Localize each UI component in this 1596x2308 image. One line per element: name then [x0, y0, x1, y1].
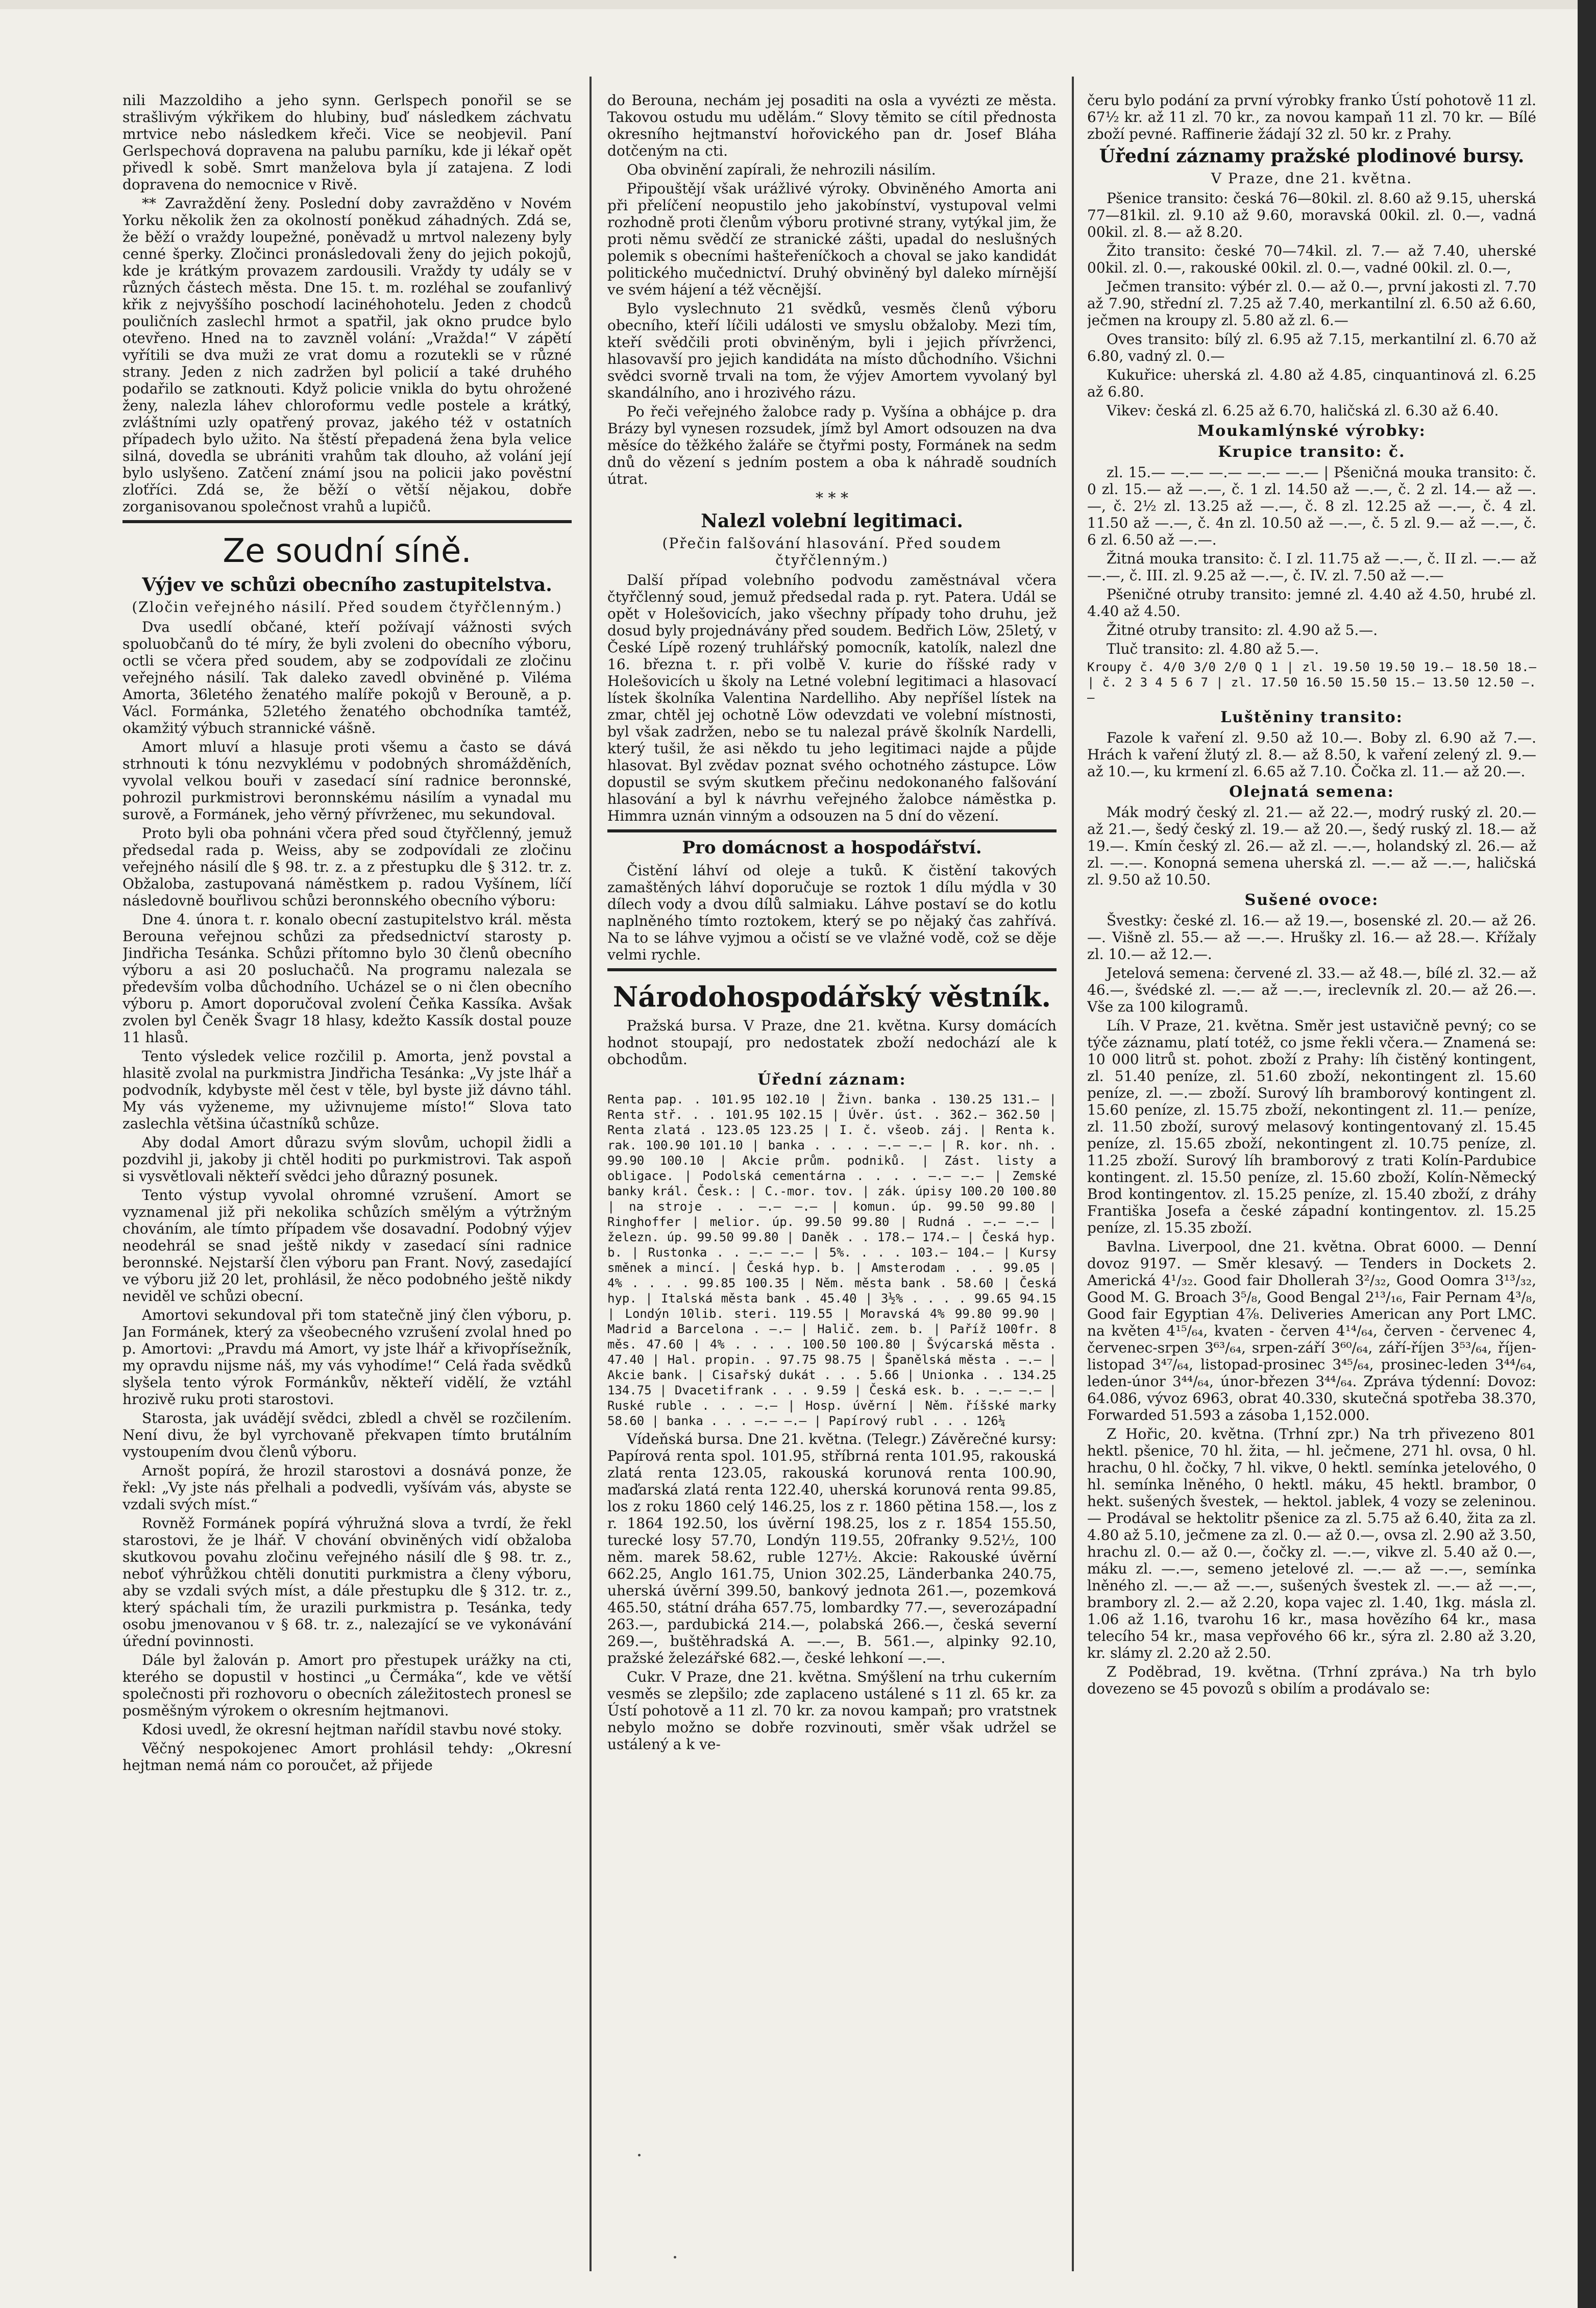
paragraph: ** Zavraždění ženy. Poslední doby zavražděno v Novém Yorku několik žen za okolností poněkud záhadných. Zdá se, že běží o vraždy loupežné, poněvadž u mrtvol nalezeny byly cenné šperky. Zločinci pronásledovali ženy do jejich pokojů, kde je krátkým provazem zardousili. Vraždy ty udály se v různých částech města. Dne 15. t. m. rozléhal se zoufanlivý křik z nejvyššího poschodí lacinéhohotelu. Jeden z chodců pouličních zaslechl hrmot a spatřil, jak okno prudce bylo otevřeno. Hned na to zavzněl volání: „Vražda!“ V zápětí vyřítili se dva muži ze vrat domu a rozutekli se v různé strany. Jeden z nich zadržen byl policií a také druhého podařilo se zatknouti. Když policie vnikla do bytu ohrožené ženy, nalezla láhev chloroformu vedle postele a krátký, zvláštními uzly opatřený provaz, jakého též v ostatních případech bylo užito. Na štěstí přepadená žena byla velice silná, dovedla se ubrániti vrahům tak dlouho, až volání její bylo uslyšeno. Zatčení známí jsou na policii jako pověstní zloťříci. Zdá se, že běží o větší nějakou, dobře zorganisovanou společnost vrahů a lupičů.: [122, 195, 572, 515]
paragraph: Tento výstup vyvolal ohromné vzrušení. Amort se vyznamenal již při nekolika schůzích smělým a výtržným chováním, ale tímto případem vše dosavadní. Podobný výjev neodehrál se snad ještě nikdy v zasedací síni radnice beronnské. Nejstarší člen výboru pan Frant. Nový, zasedající ve výboru již 20 let, prohlásil, že něco podobného ještě nikdy neviděl ve schůzi obecní.: [122, 1187, 572, 1305]
column-1: [122, 92, 572, 2276]
paragraph: Fazole k vaření zl. 9.50 až 10.—. Boby zl. 6.90 až 7.—. Hrách k vaření žlutý zl. 8.— až 8.50, k vaření zelený zl. 9.— až 10.—, ku krmení zl. 6.65 až 7.10. Čočka zl. 11.— až 20.—.: [1087, 729, 1536, 780]
paragraph: Oba obvinění zapírali, že nehrozili násilím.: [627, 161, 936, 178]
paragraph: Žitné otruby transito: zl. 4.90 až 5.—.: [1107, 622, 1378, 639]
section-title: Pro domácnost a hospodářství.: [682, 838, 982, 858]
paragraph: Starosta, jak uvádějí svědci, zbledl a chvěl se rozčilením. Není divu, že byl vyrchovaně překvapen tímto brutálním vystoupením dvou členů výboru.: [122, 1410, 572, 1460]
price-table: Kroupy č. 4/0 3/0 2/0 Q 1 | zl. 19.50 19.50 19.— 18.50 18.— | č. 2 3 4 5 6 7 | zl. 17.50 16.50 15.50 15.— 13.50 12.50 —.—: [1087, 660, 1536, 705]
paragraph: Vikev: česká zl. 6.25 až 6.70, haličská zl. 6.30 až 6.40.: [1107, 402, 1499, 419]
article-lead: (Zločin veřejného násilí. Před soudem čtyřčlenným.): [132, 599, 562, 616]
paragraph: Pšenice transito: česká 76—80kil. zl. 8.60 až 9.15, uherská 77—81kil. zl. 9.10 až 9.60, moravská 00kil. zl. 0.—, vadná 00kil. zl. 8.— až 8.20.: [1087, 190, 1536, 240]
paragraph: Dne 4. února t. r. konalo obecní zastupitelstvo král. města Berouna veřejnou schůzi za předsednictví starosty p. Jindřicha Tesánka. Schůzi přítomno bylo 30 členů obecního výboru a asi 20 posluchačů. Na programu nalezala se především volba důchodního. Ucházel se o ni člen obecního výboru p. Amort doporučoval zvolení Čeňka Kassíka. Avšak zvolen byl Čeněk Švagr 18 hlasy, kdežto Kassík dostal pouze 11 hlasů.: [122, 911, 572, 1046]
paragraph: Dále byl žalován p. Amort pro přestupek urážky na cti, kterého se dopustil v hostinci „u Čermáka“, kde ve větší společnosti při rozhovoru o obecních záležitostech pronesl se posměšným výrokem o okresním hejtmanovi.: [122, 1652, 572, 1719]
paragraph: Bavlna. Liverpool, dne 21. května. Obrat 6000. — Denní dovoz 9197. — Směr klesavý. — Tenders in Dockets 2. Americká 4¹/₃₂. Good fair Dhollerah 3²/₃₂, Good Oomra 3¹³/₃₂, Good M. G. Broach 3⁵/₈, Good Bengal 2¹³/₁₆, Fair Pernam 4³/₈, Good fair Egyptian 4⅞. Deliveries American any Port LMC. na květen 4¹⁵/₆₄, kvaten - červen 4¹⁴/₆₄, červen - červenec 4, červenec-srpen 3⁶³/₆₄, srpen-září 3⁶⁰/₆₄, září-říjen 3⁵³/₆₄, říjen-listopad 3⁴⁷/₆₄, listopad-prosinec 3⁴⁵/₆₄, prosinec-leden 3⁴⁴/₆₄, leden-únor 3⁴⁴/₆₄, únor-březen 3⁴⁴/₆₄. Zpráva týdenní: Dovoz: 64.086, vývoz 6963, obrat 40.330, skutečná spotřeba 38.370, Forwarded 51.593 a zásoba 1,152.000.: [1087, 1238, 1536, 1423]
section-title: Národohospodářský věstník.: [612, 980, 1051, 1013]
paragraph: Další případ volebního podvodu zaměstnával včera čtyřčlenný soud, jemuž předsedal rada p. ryt. Patera. Udál se opět v Holešovicích, jako všechny případy toho druhu, jež dosud byly projednávány před soudem. Bedřich Löw, 25letý, v České Lípě rozený truhlářský pomocník, katolík, nalezl dne 16. března t. r. při volbě V. kurie do říšské rady v Holešovicích u školy na Letné volební legitimaci a hlasovací lístek školníka Valentina Nardelliho. Aby nepříšel lístek na zmar, chtěl jej ochotně Löw odevzdati ve volební místnosti, byl však zadržen, nebo se tu nalezal právě školník Nardelli, který tušil, že asi někdo tu jeho legitimaci najde a půjde hlasovat. Byl zvědav poznat svého ochotného zástupce. Löw dopustil se svým skutkem přečinu nedokonaného falšování hlasování a byl k návrhu veřejného žalobce náměstka p. Himmra uznán vinným a odsouzen na 5 dní do vězení.: [607, 572, 1057, 824]
paragraph: Amortovi sekundoval při tom statečně jiný člen výboru, p. Jan Formánek, který za všeobecného vzrušení zvolal hned po p. Amortovi: „Pravdu má Amort, vy jste lhář a křivopřísežník, my opravdu nijsme náš, my vás vyhodíme!“ Celá řada svědků slyšela tento výrok Formánkův, někteří vidělí, že vztáhl hrozivě ruku proti starostovi.: [122, 1307, 572, 1408]
article-title: Nalezl volební legitimaci.: [701, 510, 963, 532]
paragraph: Pražská bursa. V Praze, dne 21. května. Kursy domácích hodnot stoupají, pro nedostatek zboží nedochází ale k obchodům.: [607, 1017, 1057, 1068]
subheading: Krupice transito: č.: [1218, 443, 1406, 461]
paragraph: Dva usedlí občané, kteří požívají vážnosti svých spoluobčanů do té míry, že byli zvoleni do obecního výboru, octli se včera před soudem, aby se zodpovídali ze zločinu veřejného násilí. Tak daleko zavedl obviněné p. Viléma Amorta, 36letého ženatého malíře pokojů v Berouně, a p. Václ. Formánka, 52letého ženatého obchodníka tamtéž, okamžitý výbuch strannické vášně.: [122, 619, 572, 736]
divider: [607, 829, 1057, 832]
paragraph: do Berouna, nechám jej posaditi na osla a vyvézti ze města. Takovou ostudu mu udělám.“ Slovy těmito se cítil přednosta okresního hejtmanství hořovického pan dr. Josef Bláha dotčeným na cti.: [607, 92, 1057, 159]
article-title: Výjev ve schůzi obecního zastupitelstva.: [142, 574, 552, 596]
paragraph: Bylo vyslechnuto 21 svědků, vesměs členů výboru obecního, kteří líčili události ve smyslu obžaloby. Mezi tím, kteří svědčili proti obviněným, byli i jejich přívrženci, hlasovavší pro jejich kandidáta na místo důchodního. Všichni svědci svorně trvali na tom, že výjev Amortem vyvolaný byl skandálního, ano i hrozivého rázu.: [607, 300, 1057, 401]
article-title: Úřední záznamy pražské plodinové bursy.: [1099, 145, 1525, 167]
divider: [122, 520, 572, 523]
paragraph: čeru bylo podání za první výrobky franko Ústí pohotově 11 zl. 67½ kr. až 11 zl. 70 kr., za novou kampaň 11 zl. 70 kr. — Bílé zboží pevné. Raffinerie žádají 32 zl. 50 kr. z Prahy.: [1087, 92, 1536, 142]
paragraph: Arnošt popírá, že hrozil starostovi a dosnává ponze, že řekl: „Vy jste nás přelhali a podvedli, vyšívám vás, abyste se vzdali svých míst.“: [122, 1462, 572, 1513]
print-speck: [638, 2154, 641, 2156]
exchange-table: Renta pap. . 101.95 102.10 | Živn. banka . 130.25 131.— | Renta stř. . . 101.95 102.15 | Úvěr. úst. . 362.— 362.50 | Renta zlatá . 123.05 123.25 | I. č. všeob. záj. | Renta k. rak. 100.90 101.10 | banka . . . . —.— —.— | R. kor. nh. . 99.90 100.10 | Akcie prům. podniků. | Zást. listy a obligace. | Podolská cementárna . . . . —.— —.— | Zemské banky král. Česk.: | C.-mor. tov. | zák. úpisy 100.20 100.80 | na stroje . . —.— —.— | komun. úp. 99.50 99.80 | Ringhoffer | melior. úp. 99.50 99.80 | Rudná . —.— —.— | železn. úp. 99.50 99.80 | Daněk . . 178.— 174.— | Česká hyp. b. | Rustonka . . —.— —.— | 5%. . . . 103.— 104.— | Kursy směnek a mincí. | Česká hyp. b. | Amsterodam . . . 99.05 | 4% . . . . 99.85 100.35 | Něm. města bank . 58.60 | Česká hyp. | Italská města bank . 45.40 | 3½% . . . . 99.65 94.15 | Londýn 10lib. steri. 119.55 | Moravská 4% 99.80 99.90 | Madrid a Barcelona . —.— | Halič. zem. b. | Paříž 100fr. 8 měs. 47.60 | 4% . . . . 100.50 100.80 | Švýcarská města . 47.40 | Hal. propin. . 97.75 98.75 | Španělská města . —.— | Akcie bank. | Cisařský dukát . . . 5.66 | Unionka . . 134.25 134.75 | Dvacetifrank . . . 9.59 | Česká esk. b. . —.— —.— | Ruské ruble . . . —.— | Hosp. úvěrní | Něm. říšské marky 58.60 | banka . . . —.— —.— | Papírový rubl . . . 126¼: [607, 1092, 1057, 1428]
paragraph: Amort mluví a hlasuje proti všemu a často se dává strhnouti k tónu nezvyklému v podobných shromážděních, vyvolal velkou bouři v zasedací síní radnice beronnské, pohrozil purkmistrovi beronnskému násilím a vynadal mu surově, a Formánek, jeho věrný přívrženec, mu sekundoval.: [122, 739, 572, 823]
paragraph: nili Mazzoldiho a jeho synn. Gerlspech ponořil se se strašlivým výkřikem do hlubiny, buď následkem záchvatu mrtvice nebo následkem křeči. Vice se neobjevil. Paní Gerlspechová dopravena na palubu parníku, kde ji lékař opět přivedl k sobě. Smrt manželova byla jí zatajena. Z lodi dopravena do nemocnice v Rivě.: [122, 92, 572, 193]
paragraph: Pšeničné otruby transito: jemné zl. 4.40 až 4.50, hrubé zl. 4.40 až 4.50.: [1087, 586, 1536, 620]
column-rule: [590, 77, 592, 2271]
print-speck: [674, 2256, 676, 2258]
divider: [607, 968, 1057, 971]
paragraph: Líh. V Praze, 21. května. Směr jest ustavičně pevný; co se týče záznamu, platí totéž, co jsme řekli včera.— Znamená se: 10 000 litrů st. pohot. zboží z Prahy: líh čistěný kontingent, zl. 51.40 peníze, zl. 51.60 zboží, nekontingent zl. 15.60 peníze, zl. —.— zboží. Surový líh bramborový kontingent zl. 15.60 peníze, zl. 15.75 zboží, nekontingent zl. 11.— peníze, zl. 11.50 zboží, surový melasový kontingentovaný zl. 15.45 peníze, zl. 15.65 zboží, nekontingent zl. 10.75 peníze, zl. 11.25 zboží. Surový líh bramborový z trati Kolín-Pardubice kontingent. zl. 15.50 peníze, zl. 15.60 zboží, Kolín-Německý Brod kontingentov. zl. 15.25 peníze, zl. 15.40 zboží, z dráhy Františka Josefa a české západní kontingentov. zl. 15.25 peníze, zl. 15.35 zboží.: [1087, 1017, 1536, 1236]
subheading: Olejnatá semena:: [1229, 783, 1394, 801]
paragraph: Rovněž Formánek popírá výhružná slova a tvrdí, že řekl starostovi, že je lhář. V chování obviněných vidí obžaloba skutkovou povahu zločinu veřejného násilí dle § 98. tr. z., neboť výhrůžkou chtěli donutiti purkmistra a členy výboru, aby se vzdali svých míst, a dále přestupku dle § 312. tr. z., který spáchali tím, že urazili purkmistra p. Tesánka, tedy osobu jmenovanou v § 68. tr. z., nalezající se ve vykonávání úřední povinnosti.: [122, 1515, 572, 1650]
paragraph: Po řeči veřejného žalobce rady p. Vyšína a obhájce p. dra Brázy byl vynesen rozsudek, jímž byl Amort odsouzen na dva měsíce do těžkého žaláře se čtyřmi posty, Formánek na sedm dnů do vězení s jedním postem a oba k náhradě soudních útrat.: [607, 403, 1057, 487]
dateline: V Praze, dne 21. května.: [1211, 170, 1413, 187]
paragraph: Kdosi uvedl, že okresní hejtman nařídil stavbu nové stoky.: [142, 1721, 562, 1738]
column-2: [607, 92, 1057, 2276]
subheading: Sušené ovoce:: [1244, 891, 1379, 909]
paragraph: Z Poděbrad, 19. května. (Trhní zpráva.) Na trh bylo dovezeno se 45 povozů s obilím a prodávalo se:: [1087, 1663, 1536, 1697]
paragraph: zl. 15.— —.— —.— —.— —.— | Pšeničná mouka transito: č. 0 zl. 15.— až —.—, č. 1 zl. 14.50 až —.—, č. 2 zl. 14.— až —.—, č. 2½ zl. 13.25 až —.—, č. 8 zl. 12.25 až —.—, č. 4 zl. 11.50 až —.—, č. 4n zl. 10.50 až —.—, č. 5 zl. 9.— až —.—, č. 6 zl. 6.50 až —.—.: [1087, 464, 1536, 548]
paragraph: Aby dodal Amort důrazu svým slovům, uchopil židli a pozdvihl ji, jakoby ji chtěl hoditi po purkmistrovi. Tak aspoň si vysvětlovali někteří svědci jeho důrazný posunek.: [122, 1134, 572, 1185]
subheading: Luštěniny transito:: [1220, 708, 1403, 726]
paragraph: Oves transito: bílý zl. 6.95 až 7.15, merkantilní zl. 6.70 až 6.80, vadný zl. 0.—: [1087, 331, 1536, 364]
paragraph: Cukr. V Praze, dne 21. května. Smýšlení na trhu cukerním vesměs se zlepšilo; zde zaplaceno ustálené s 11 zl. 65 kr. za Ústí pohotově a 11 zl. 70 kr. za novou kampaň; pro vratstnek nebylo možno se dobře rozvinouti, směr však udržel se ustálený a k ve-: [607, 1668, 1057, 1753]
scan-edge-top: [0, 0, 1596, 9]
paragraph: Žito transito: české 70—74kil. zl. 7.— až 7.40, uherské 00kil. zl. 0.—, rakouské 00kil. zl. 0.—, vadné 00kil. zl. 0.—,: [1087, 242, 1536, 276]
column-3: [1087, 92, 1536, 2276]
paragraph: Tento výsledek velice rozčilil p. Amorta, jenž povstal a hlasitě zvolal na purkmistra Jindřicha Tesánka: „Vy jste lhář a podvodník, kdybyste měl čest v těle, byl byste již dávno táhl. My vás vyženeme, my uživnujeme místo!“ Slova tato zaslechla většina účastníků schůze.: [122, 1048, 572, 1132]
paragraph: Mák modrý český zl. 21.— až 22.—, modrý ruský zl. 20.— až 21.—, šedý český zl. 19.— až 20.—, šedý ruský zl. 18.— až 19.—. Kmín český zl. 26.— až zl. —.—, holandský zl. 26.— až zl. —.—. Konopná semena uherská zl. —.— až —.—, haličská zl. 9.50 až 10.50.: [1087, 804, 1536, 888]
paragraph: Čistění láhví od oleje a tuků. K čistění takových zamaštěných láhví doporučuje se roztok 1 dílu mýdla v 30 dílech vody a dvou dílů salmiaku. Láhve postaví se do kotlu naplněného tímto roztokem, který se po nějaký čas zahřívá. Na to se láhve vyjmou a očistí se ve vlažné vodě, což se děje velmi rychle.: [607, 862, 1057, 963]
asterisk-separator: * * *: [815, 489, 849, 507]
paragraph: Věčný nespokojenec Amort prohlásil tehdy: „Okresní hejtman nemá nám co poroučet, až přijede: [122, 1740, 572, 1774]
paragraph: Tluč transito: zl. 4.80 až 5.—.: [1107, 641, 1319, 657]
column-rule: [1072, 77, 1074, 2271]
paragraph: Z Hořic, 20. května. (Trhní zpr.) Na trh přivezeno 801 hektl. pšenice, 70 hl. žita, — hl. ječmene, 271 hl. ovsa, 0 hl. hrachu, 0 hl. čočky, 7 hl. vikve, 0 hektl. semínka jetelového, 0 hl. semínka lněného, 0 hektl. máku, 45 hektl. brambor, 0 hekt. sušených švestek, — hektol. jablek, 4 vozy se zeleninou. — Prodával se hektolitr pšenice za zl. 5.75 až 6.40, žita za zl. 4.80 až 5.10, ječmene za zl. 0.— až 0.—, ovsa zl. 2.90 až 3.50, hrachu zl. 0.— až 0.—, čočky zl. —.—, vikve zl. 5.40 až 0.—, máku zl. —.—, semeno jetelové zl. —.— až —.—, semínka lněného zl. —.— až —.—, sušených švestek zl. —.— až —.—, brambory zl. 2.— až 2.20, kopa vajec zl. 1.40, 1kg. másla zl. 1.06 až 1.16, tvarohu 16 kr., masa hovězího 64 kr., masa telecího 54 kr., masa vepřového 66 kr., sýra zl. 2.80 až 3.20, kr. slámy zl. 2.20 až 2.50.: [1087, 1426, 1536, 1661]
paragraph: Ječmen transito: výbér zl. 0.— až 0.—, první jakosti zl. 7.70 až 7.90, střední zl. 7.25 až 7.40, merkantilní zl. 6.50 až 6.60, ječmen na kroupy zl. 5.80 až zl. 6.—: [1087, 278, 1536, 329]
paragraph: Žitná mouka transito: č. I zl. 11.75 až —.—, č. II zl. —.— až —.—, č. III. zl. 9.25 až —.—, č. IV. zl. 7.50 až —.—: [1087, 550, 1536, 584]
scan-edge-right: [1578, 0, 1596, 2308]
paragraph: Připouštějí však urážlivé výroky. Obviněného Amorta ani při přelíčení neopustilo jeho jakobínství, vystupoval velmi rozhodně proti členům výboru protivné strany, vytýkal jim, že proti němu svědčí ze stranické zášti, upadal do neslušných polemik s obecními hašteřeníčkoch a choval se jako kandidát politického mučednictví. Druhý obviněný byl daleko mírnější ve svém hájení a též věcnější.: [607, 180, 1057, 298]
subheading: Úřední záznam:: [757, 1071, 906, 1089]
article-lead: (Přečin falšování hlasování. Před soudem čtyřčlenným.): [662, 535, 1002, 569]
paragraph: Kukuřice: uherská zl. 4.80 až 4.85, cinquantinová zl. 6.25 až 6.80.: [1087, 366, 1536, 400]
paragraph: Švestky: české zl. 16.— až 19.—, bosenské zl. 20.— až 26.—. Višně zl. 55.— až —.—. Hrušky zl. 16.— až 28.—. Křížaly zl. 10.— až 12.—.: [1087, 912, 1536, 963]
subheading: Moukamlýnské výrobky:: [1197, 422, 1426, 440]
newspaper-page: [122, 77, 1572, 2292]
paragraph: Jetelová semena: červené zl. 33.— až 48.—, bílé zl. 32.— až 46.—, švédské zl. —.— až —.—, ireclevník zl. 20.— až 26.—. Vše za 100 kilogramů.: [1087, 965, 1536, 1015]
paragraph: Proto byli oba pohnáni včera před soud čtyřčlenný, jemuž předsedal rada p. Weiss, aby se zodpovídali ze zločinu veřejného násilí dle § 98. tr. z. a z přestupku dle § 312. tr. z. Obžaloba, zastupovaná náměstkem p. radou Vyšínem, líčí následovně bouřlivou schůzi beronnského obecního výboru:: [122, 825, 572, 909]
section-title: Ze soudní síně.: [223, 532, 472, 570]
paragraph: Vídeňská bursa. Dne 21. května. (Telegr.) Závěrečné kursy: Papírová renta spol. 101.95, stříbrná renta 101.95, rakouská zlatá renta 123.05, rakouská korunová renta 100.90, maďarská zlatá renta 122.40, uherská korunová renta 99.85, los z roku 1860 celý 146.25, los z r. 1860 pětina 158.—, los z r. 1864 192.50, los úvěrní 198.25, los z r. 1854 155.50, turecké losy 57.70, Londýn 119.55, 20franky 9.52½, 100 něm. marek 58.62, ruble 127½. Akcie: Rakouské úvěrní 662.25, Anglo 161.75, Union 302.25, Länderbanka 240.75, uherská úvěrní 399.50, bankový jednota 261.—, pozemková 465.50, státní dráha 657.75, lombardky 77.—, severozápadní 263.—, pardubická 214.—, polabská 266.—, česká severní 269.—, buštěhradská A. —.—, B. 561.—, alpinky 92.10, pražské železářské 682.—, české lehkoní —.—.: [607, 1431, 1057, 1666]
